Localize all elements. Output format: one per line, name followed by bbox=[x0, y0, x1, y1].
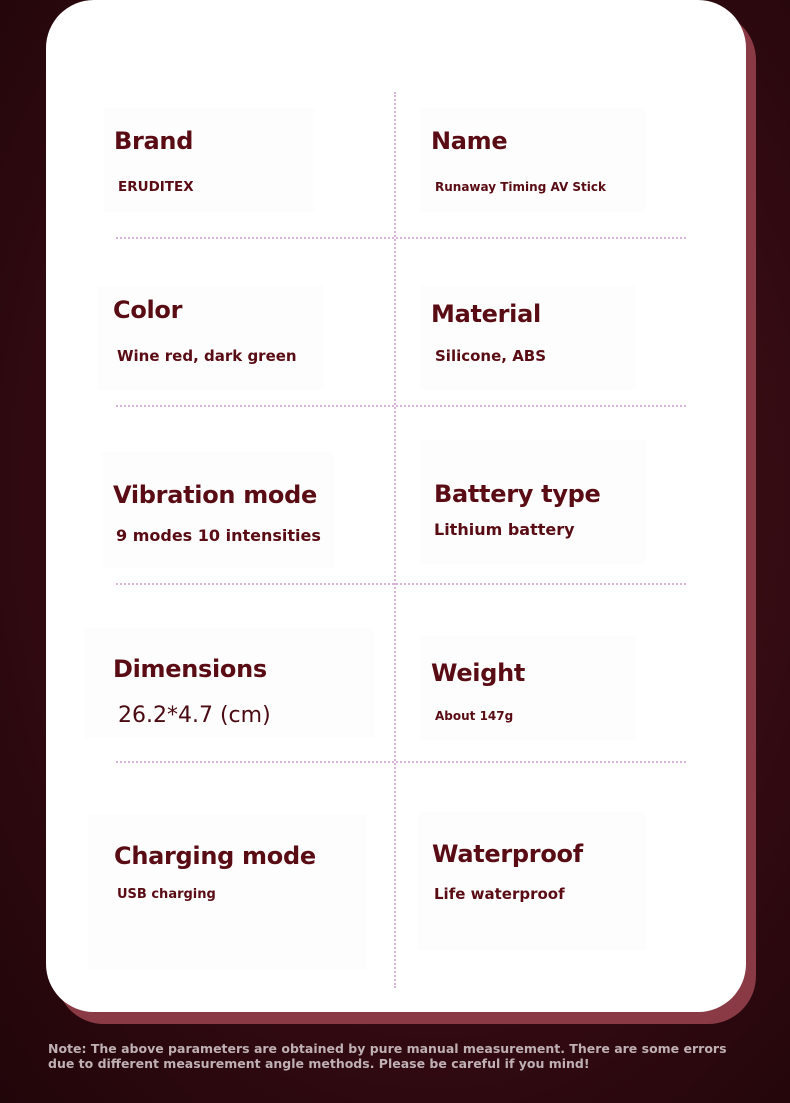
spec-label-dimensions: Dimensions bbox=[113, 655, 267, 683]
spec-label-weight: Weight bbox=[431, 659, 526, 687]
spec-value-dimensions: 26.2*4.7 (cm) bbox=[118, 703, 271, 728]
spec-value-weight: About 147g bbox=[435, 709, 514, 723]
cell-panel bbox=[420, 108, 646, 212]
cell-panel bbox=[104, 108, 314, 212]
row-divider bbox=[116, 237, 686, 239]
cell-panel bbox=[420, 636, 636, 740]
row-divider bbox=[116, 583, 686, 585]
spec-label-waterproof: Waterproof bbox=[432, 840, 583, 868]
spec-label-color: Color bbox=[113, 296, 183, 324]
spec-value-vibration-mode: 9 modes 10 intensities bbox=[116, 526, 321, 545]
spec-label-name: Name bbox=[431, 127, 508, 155]
row-divider bbox=[116, 405, 686, 407]
row-divider bbox=[116, 761, 686, 763]
spec-value-name: Runaway Timing AV Stick bbox=[435, 180, 606, 194]
spec-value-battery-type: Lithium battery bbox=[434, 520, 575, 539]
spec-label-vibration-mode: Vibration mode bbox=[113, 481, 317, 509]
cell-panel bbox=[418, 812, 646, 950]
spec-value-material: Silicone, ABS bbox=[435, 347, 547, 365]
spec-label-brand: Brand bbox=[114, 127, 194, 155]
spec-value-color: Wine red, dark green bbox=[117, 347, 297, 365]
spec-value-brand: ERUDITEX bbox=[118, 179, 194, 195]
center-divider bbox=[394, 92, 396, 988]
spec-label-charging-mode: Charging mode bbox=[114, 842, 316, 870]
measurement-note: Note: The above parameters are obtained by pure manual measurement. There are some errors due to different measurement angle methods. Please be careful if you mind! bbox=[48, 1041, 727, 1071]
spec-label-battery-type: Battery type bbox=[434, 480, 601, 508]
spec-value-waterproof: Life waterproof bbox=[434, 885, 565, 903]
cell-panel bbox=[102, 452, 334, 568]
spec-label-material: Material bbox=[431, 300, 541, 328]
spec-value-charging-mode: USB charging bbox=[117, 887, 216, 902]
